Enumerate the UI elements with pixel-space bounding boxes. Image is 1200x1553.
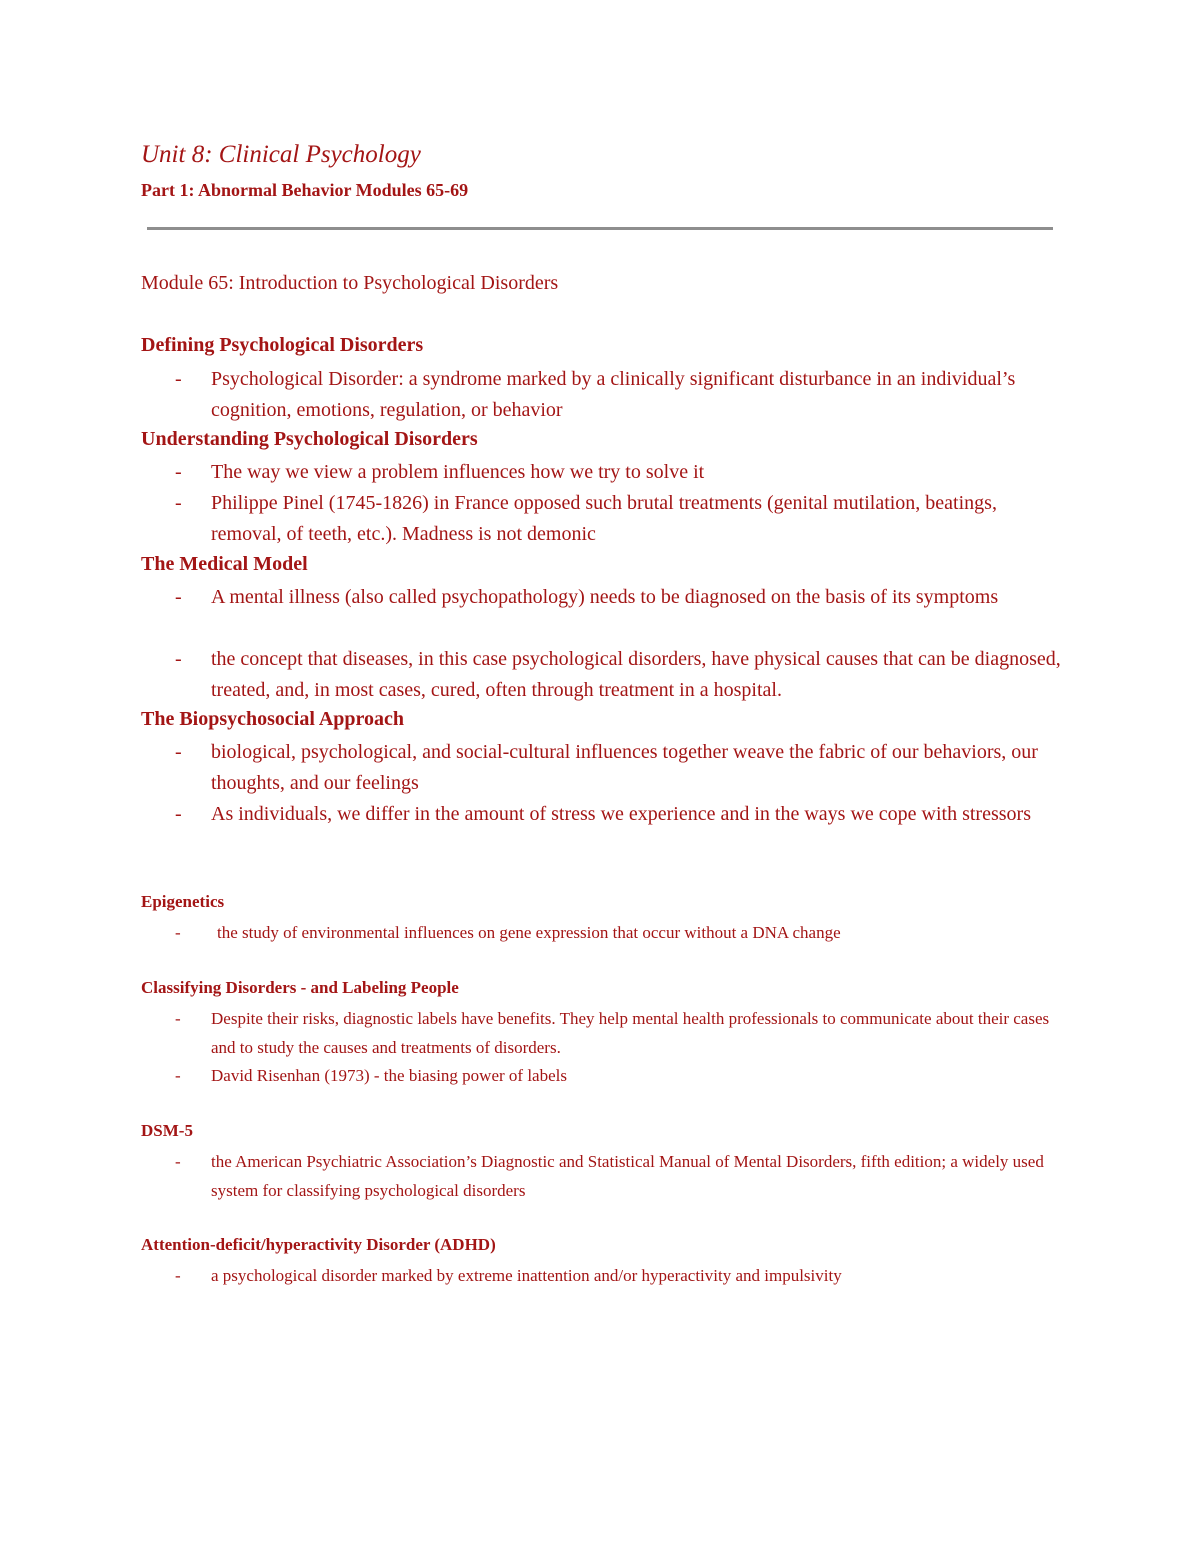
list-item bbox=[141, 364, 1061, 426]
list-item-text: the concept that diseases, in this case psychological disorders, have physical causes that can be diagnosed, treated, and, in most cases, cured, often through treatment in a hospital. bbox=[211, 648, 1061, 701]
list-item-text: a psychological disorder marked by extreme inattention and/or hyperactivity and impulsivity bbox=[211, 1266, 842, 1285]
list-item bbox=[141, 1147, 1061, 1205]
section-heading: Attention-deficit/hyperactivity Disorder (ADHD) bbox=[141, 1235, 496, 1254]
bullet-dash: - bbox=[175, 461, 182, 483]
list-item-text: the American Psychiatric Association’s Diagnostic and Statistical Manual of Mental Disorders, fifth edition; a widely used system for classifying psychological disorders bbox=[211, 1152, 1044, 1200]
list-item bbox=[141, 737, 1061, 799]
list-item bbox=[141, 918, 1061, 947]
list-item bbox=[141, 1061, 1061, 1090]
bullet-dash: - bbox=[175, 1152, 181, 1171]
section-heading: The Medical Model bbox=[141, 553, 308, 575]
list-item-text: biological, psychological, and social-cultural influences together weave the fabric of our behaviors, our thoughts, and our feelings bbox=[211, 741, 1038, 794]
bullet-dash: - bbox=[175, 586, 182, 608]
section-heading: The Biopsychosocial Approach bbox=[141, 708, 405, 730]
bullet-dash: - bbox=[175, 1009, 181, 1028]
list-item bbox=[141, 644, 1061, 706]
list-item bbox=[141, 582, 1061, 613]
list-item-text: Psychological Disorder: a syndrome marked by a clinically significant disturbance in an individual’s cognition, emotions, regulation, or behavior bbox=[211, 368, 1016, 421]
bullet-dash: - bbox=[175, 368, 182, 390]
section-heading: Classifying Disorders - and Labeling People bbox=[141, 978, 459, 997]
section-heading: Defining Psychological Disorders bbox=[141, 334, 424, 356]
section-heading: Epigenetics bbox=[141, 892, 225, 911]
bullet-dash: - bbox=[175, 1266, 181, 1285]
bullet-dash: - bbox=[175, 492, 182, 514]
section-heading: Understanding Psychological Disorders bbox=[141, 428, 478, 450]
list-item-text: David Risenhan (1973) - the biasing power of labels bbox=[211, 1066, 567, 1085]
document-title: Unit 8: Clinical Psychology bbox=[141, 141, 421, 168]
bullet-dash: - bbox=[175, 923, 181, 942]
list-item bbox=[141, 1004, 1061, 1062]
module-heading: Module 65: Introduction to Psychological Disorders bbox=[141, 272, 559, 294]
horizontal-rule bbox=[147, 227, 1053, 230]
list-item-text: the study of environmental influences on gene expression that occur without a DNA change bbox=[217, 923, 841, 942]
list-item-text: A mental illness (also called psychopathology) needs to be diagnosed on the basis of its symptoms bbox=[211, 586, 999, 608]
list-item bbox=[141, 488, 1061, 550]
section-heading: DSM-5 bbox=[141, 1121, 193, 1140]
list-item-text: Despite their risks, diagnostic labels have benefits. They help mental health professionals to communicate about their cases and to study the causes and treatments of disorders. bbox=[211, 1009, 1050, 1057]
list-item-text: Philippe Pinel (1745-1826) in France opposed such brutal treatments (genital mutilation, beatings, removal, of teeth, etc.). Madness is not demonic bbox=[211, 492, 997, 545]
bullet-dash: - bbox=[175, 803, 182, 825]
list-item bbox=[141, 1261, 1061, 1290]
bullet-dash: - bbox=[175, 741, 182, 763]
list-item bbox=[141, 799, 1061, 830]
bullet-dash: - bbox=[175, 1066, 181, 1085]
list-item-text: As individuals, we differ in the amount of stress we experience and in the ways we cope with stressors bbox=[211, 803, 1031, 825]
list-item-text: The way we view a problem influences how we try to solve it bbox=[211, 461, 705, 483]
document-subtitle: Part 1: Abnormal Behavior Modules 65-69 bbox=[141, 180, 469, 200]
bullet-dash: - bbox=[175, 648, 182, 670]
list-item bbox=[141, 457, 1061, 488]
